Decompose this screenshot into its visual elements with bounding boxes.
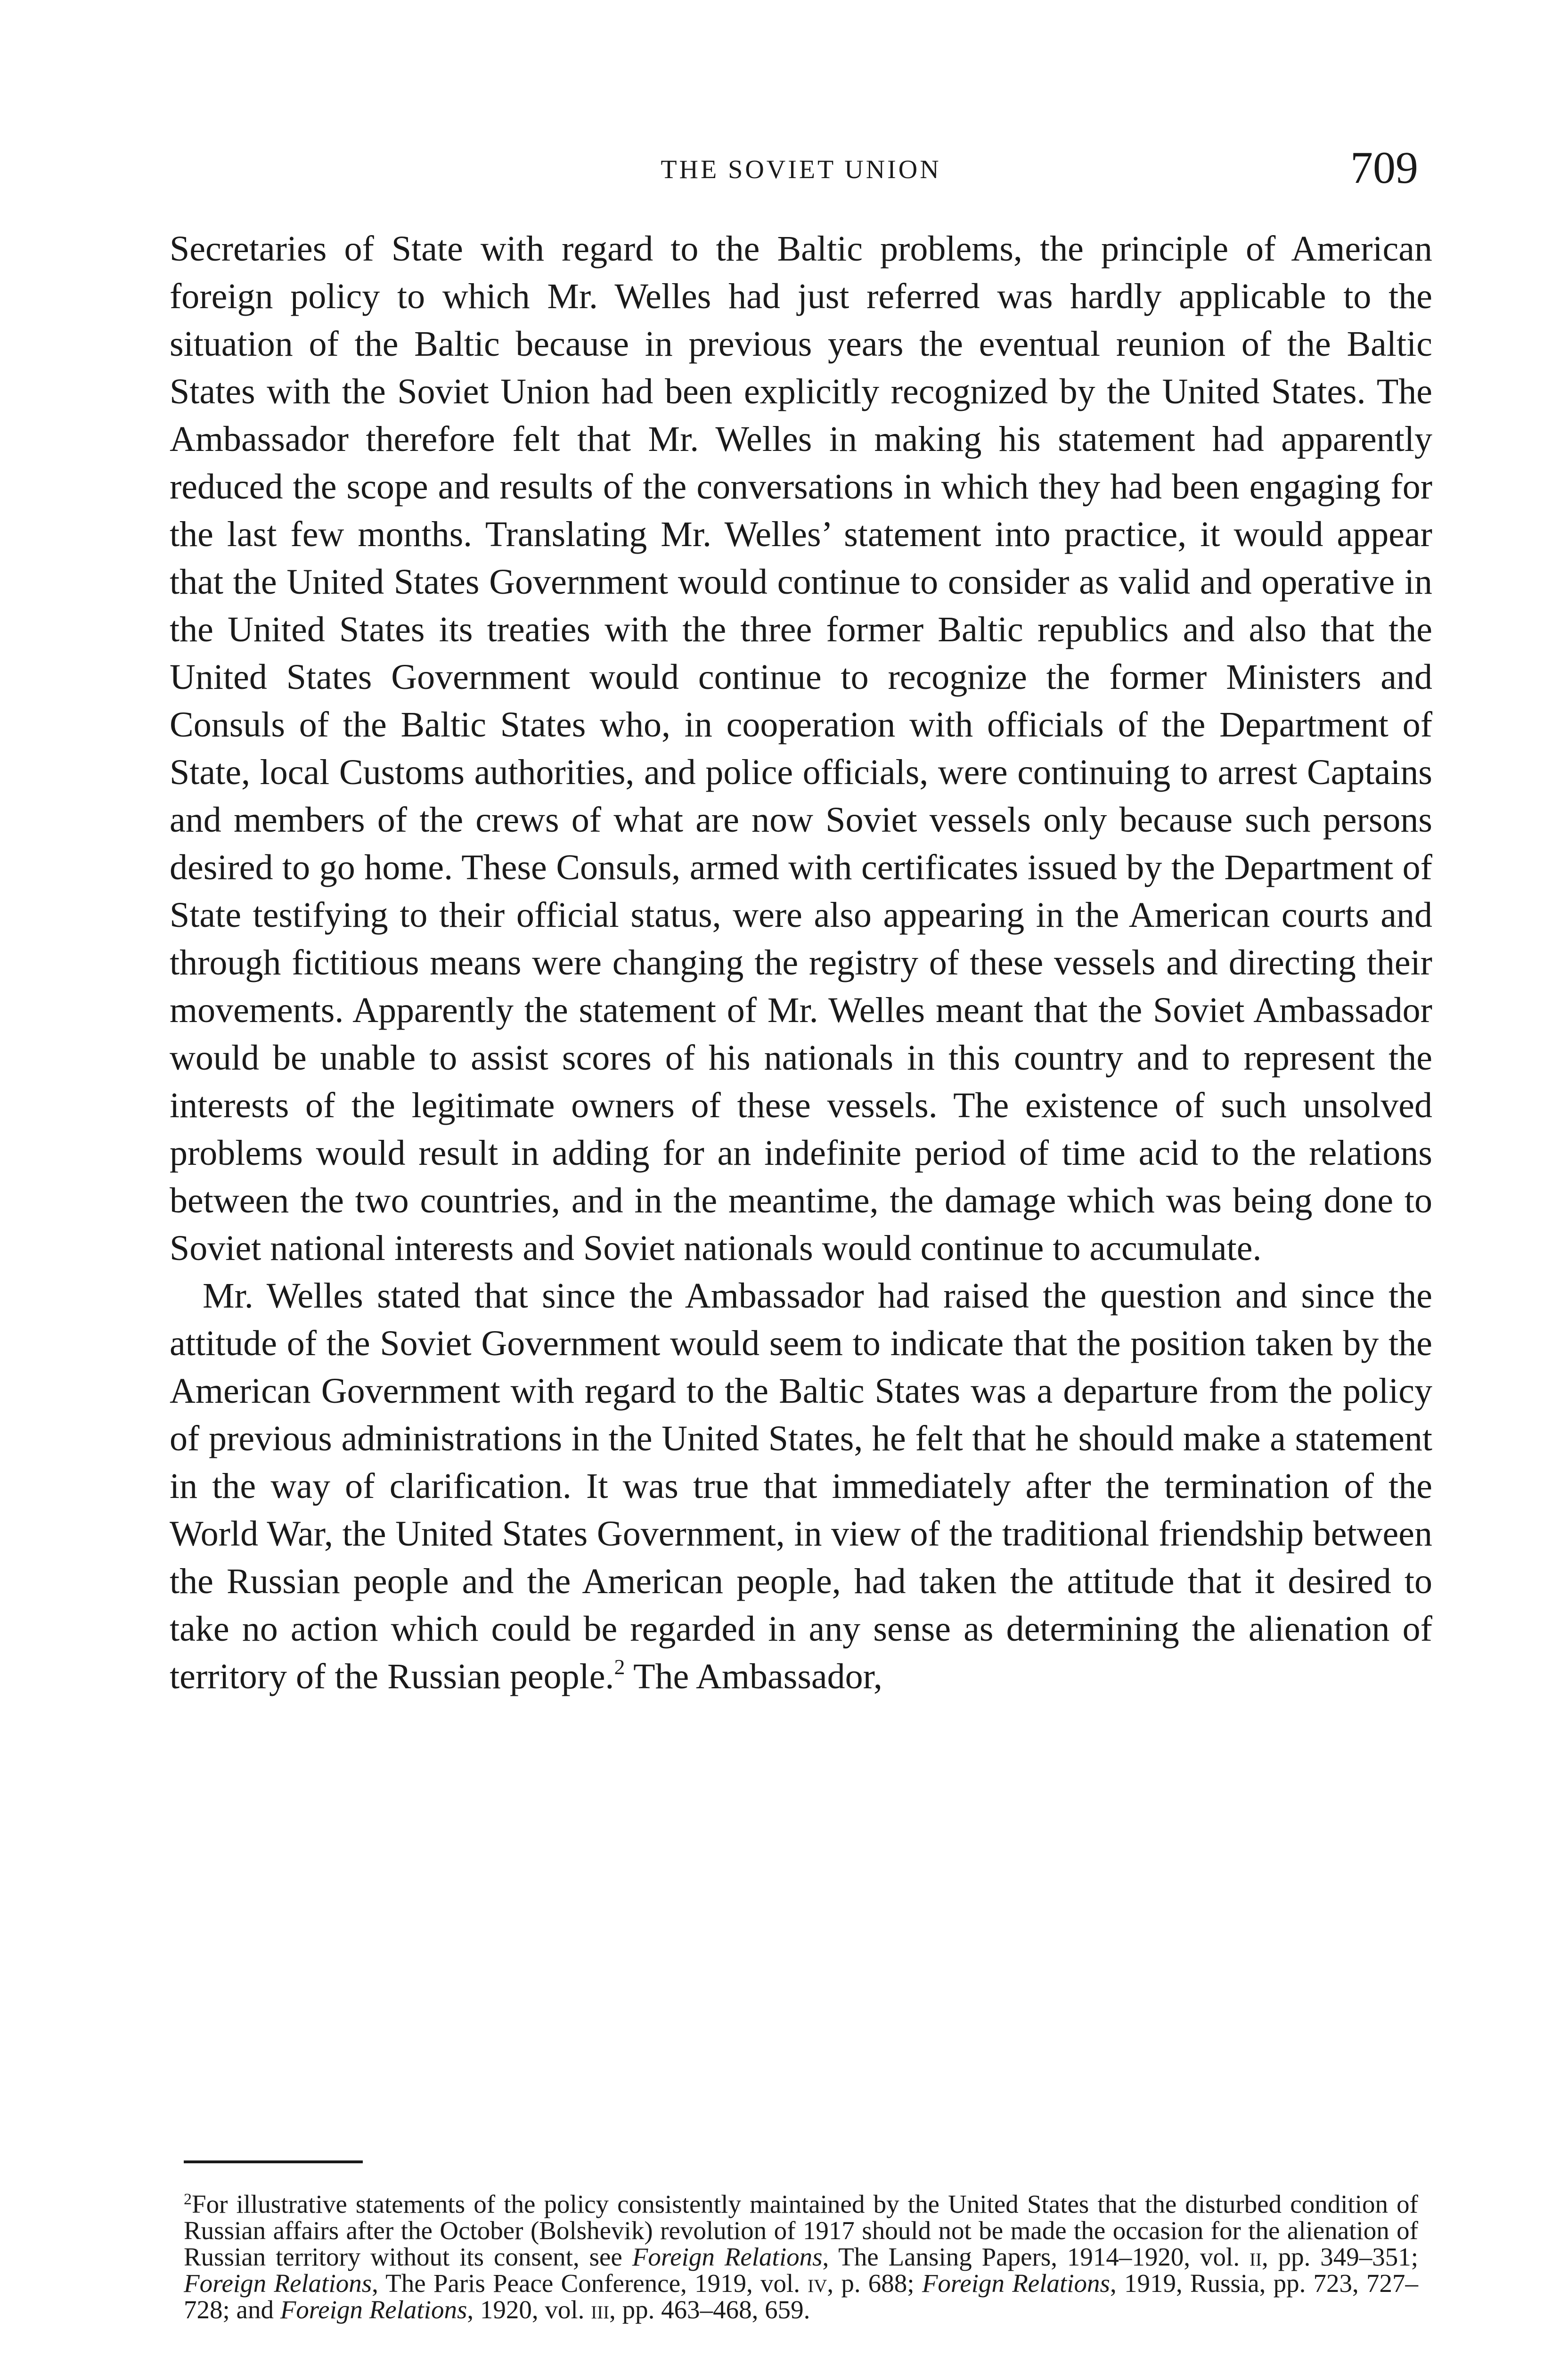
footnote-volume-4: iv	[808, 2269, 827, 2298]
footnote-text-e: , p. 688;	[827, 2269, 922, 2298]
footnote-volume-2: ii	[1249, 2242, 1262, 2271]
footnote-citation-3: Foreign Relations	[922, 2269, 1110, 2298]
footnote-text-a: For illustrative statements of the policy consistently maintained by the United States that the disturbed condition of Russian affairs after the October (Bolshevik) revolution of 1917 should not be made the occasion for the alienation of Russian territory without its consent, see	[184, 2190, 1418, 2271]
footnote-text-c: , pp. 349–351;	[1261, 2242, 1418, 2271]
footnote-text-h: , pp. 463–468, 659.	[609, 2295, 810, 2324]
footnote-divider	[184, 2160, 363, 2163]
paragraph-2-tail: The Ambassador,	[625, 1657, 882, 1696]
footnote	[184, 2191, 1418, 2323]
page-number: 709	[1350, 142, 1418, 193]
document-page	[170, 141, 1432, 2356]
footnote-citation-1: Foreign Relations	[632, 2242, 823, 2271]
paragraph-1-text: Secretaries of State with regard to the Baltic problems, the principle of American foreign policy to which Mr. Welles had just referred was hardly applicable to the situation of the Baltic because in previous years the eventual reunion of the Baltic States with the Soviet Union had been explicitly recognized by the United States. The Ambassador therefore felt that Mr. Welles in making his statement had apparently reduced the scope and results of the conversations in which they had been engaging for the last few months. Translating Mr. Welles’ statement into practice, it would appear that the United States Government would continue to consider as valid and operative in the United States its treaties with the three former Baltic republics and also that the United States Government would continue to recognize the former Ministers and Consuls of the Baltic States who, in cooperation with officials of the Department of State, local Customs authorities, and police officials, were continuing to arrest Captains and members of the crews of what are now Soviet vessels only because such persons desired to go home. These Consuls, armed with certificates issued by the Department of State testifying to their official status, were also appearing in the American courts and through fictitious means were changing the registry of these vessels and directing their movements. Apparently the statement of Mr. Welles meant that the Soviet Ambassador would be unable to assist scores of his nationals in this country and to represent the interests of the legitimate owners of these vessels. The existence of such unsolved problems would result in adding for an indefinite period of time acid to the relations between the two countries, and in the meantime, the damage which was being done to Soviet national interests and Soviet nationals would continue to accumulate.	[170, 229, 1432, 1268]
body-text	[170, 225, 1432, 1701]
paragraph-2-text: Mr. Welles stated that since the Ambassador had raised the question and since the attitude of the Soviet Government would seem to indicate that the position taken by the American Government with regard to the Baltic States was a departure from the policy of previous administrations in the United States, he felt that he should make a statement in the way of clarification. It was true that immediately after the termination of the World War, the United States Government, in view of the traditional friendship between the Russian people and the American people, had taken the attitude that it desired to take no action which could be regarded in any sense as determining the alienation of territory of the Russian people.	[170, 1276, 1432, 1696]
footnote-reference[interactable]: 2	[614, 1655, 625, 1679]
paragraph-1	[170, 225, 1432, 1272]
footnote-citation-4: Foreign Relations	[280, 2295, 467, 2324]
footnote-mark: 2	[184, 2191, 192, 2208]
running-head	[170, 141, 1432, 198]
footnote-text-g: , 1920, vol.	[467, 2295, 591, 2324]
footnote-citation-2: Foreign Relations	[184, 2269, 372, 2298]
footnote-text-f: , 1919, Russia, pp. 723, 727–728; and	[184, 2269, 1419, 2324]
paragraph-2	[170, 1272, 1432, 1701]
running-title: THE SOVIET UNION	[661, 155, 941, 184]
footnote-text-d: , The Paris Peace Conference, 1919, vol.	[372, 2269, 808, 2298]
footnote-text-b: , The Lansing Papers, 1914–1920, vol.	[822, 2242, 1250, 2271]
footnote-2	[184, 2191, 1418, 2323]
footnote-volume-3: iii	[591, 2295, 610, 2324]
